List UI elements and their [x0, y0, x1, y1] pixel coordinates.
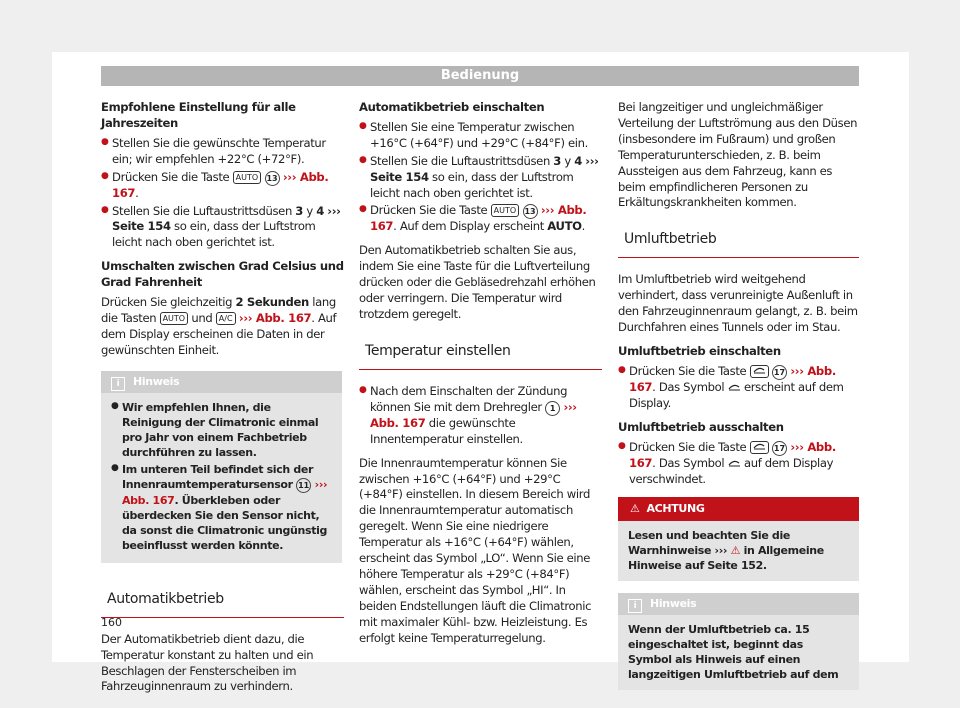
heading-einschalten: Automatikbetrieb einschalten: [359, 100, 545, 114]
recirculation-icon: [753, 366, 766, 375]
page-number: 160: [101, 616, 122, 629]
warning-box: ⚠ ACHTUNG Lesen und beachten Sie die Warnhinweise ››› ⚠ in Allgemeine Hinweise auf Seite 152.: [618, 497, 859, 581]
hint-body: Wenn der Umluftbetrieb ca. 15 eingeschaltet ist, beginnt das Symbol als Hinweis auf einen langzeitigen Umluftbetrieb auf dem: [628, 623, 839, 682]
list-item: ● Nach dem Einschalten der Zündung können Sie mit dem Drehregler 1 ››› Abb. 167 die gewünschte Innentemperatur einstellen.: [359, 384, 602, 448]
warning-title: ⚠ ACHTUNG: [618, 497, 859, 521]
column-2: [359, 100, 602, 654]
auto-key: AUTO: [233, 171, 262, 184]
list-item: ● Stellen Sie die Luftaustrittsdüsen 3 y 4 ››› Seite 154 so ein, dass der Luftstrom leicht nach oben gerichtet ist.: [101, 204, 344, 252]
list-item: ● Stellen Sie eine Temperatur zwischen +16°C (+64°F) und +29°C (+84°F) ein.: [359, 120, 602, 152]
auto-key: AUTO: [491, 204, 520, 217]
hint-title: i Hinweis: [618, 593, 859, 615]
figure-link[interactable]: ››› Abb. 167: [238, 310, 312, 325]
column-1: [101, 100, 344, 703]
paragraph: Drücken Sie gleichzeitig 2 Sekunden lang die Tasten AUTO und A/C ››› Abb. 167. Auf dem Display erscheinen die Daten in der gewünschten Einheit.: [101, 295, 337, 357]
recirculation-key: [750, 441, 769, 454]
paragraph: Den Automatikbetrieb schalten Sie aus, indem Sie eine Taste für die Luftverteilung drücken oder die Gebläsedrehzahl erhöhen oder verringern. Die Temperatur wird trotzdem geregelt.: [359, 243, 596, 321]
list-item: ● Wir empfehlen Ihnen, die Reinigung der Climatronic einmal pro Jahr von einem Fachbetrieb durchführen zu lassen.: [111, 400, 332, 460]
heading-umluftbetrieb: Umluftbetrieb: [618, 229, 859, 258]
page-link[interactable]: ››› Seite 154: [370, 153, 599, 184]
list-item: ● Drücken Sie die Taste AUTO 13 ››› Abb. 167.: [101, 170, 344, 202]
info-icon: i: [111, 377, 125, 391]
recirculation-icon: [728, 383, 741, 392]
figure-link[interactable]: ››› Abb. 167: [112, 169, 329, 200]
list-item: ● Stellen Sie die Luftaustrittsdüsen 3 y 4 ››› Seite 154 so ein, dass der Luftstrom leicht nach oben gerichtet ist.: [359, 154, 602, 202]
info-icon: i: [628, 599, 642, 613]
list-item: ● Stellen Sie die gewünschte Temperatur ein; wir empfehlen +22°C (+72°F).: [101, 136, 344, 168]
heading-umluft-aus: Umluftbetrieb ausschalten: [618, 419, 784, 434]
warning-icon: ⚠: [730, 544, 741, 558]
hint-box: [101, 371, 342, 563]
figure-link[interactable]: ››› Abb. 167: [122, 477, 328, 507]
heading-umluft-ein: Umluftbetrieb einschalten: [618, 343, 781, 358]
figure-link[interactable]: ››› Abb. 167: [629, 439, 836, 470]
list-item: ● Drücken Sie die Taste 17 ››› Abb. 167. Das Symbol auf dem Display verschwindet.: [618, 440, 859, 488]
paragraph: Die Innenraumtemperatur können Sie zwischen +16°C (+64°F) und +29°C (+84°F) einstellen. In diesem Bereich wird die Innenraumtemperatur automatisch geregelt. Wenn Sie eine niedrigere Temperatur als +16°C (+64°F) wählen, erscheint das Symbol „LO“. Wenn Sie eine höhere Temperatur als +29°C (+84°F) wählen, erscheint das Symbol „HI“. In beiden Endstellungen läuft die Climatronic mit maximaler Kühl- bzw. Heizleistung. Es erfolgt keine Temperaturregelung.: [359, 455, 592, 645]
list-item: ● Drücken Sie die Taste 17 ››› Abb. 167. Das Symbol erscheint auf dem Display.: [618, 364, 859, 412]
list-item: ● Im unteren Teil befindet sich der Innenraumtemperatursensor 11 ››› Abb. 167. Überkleben oder überdecken Sie den Sensor nicht, da sonst die Climatronic ungünstig beeinflusst werden könnte.: [111, 462, 332, 553]
column-3: [618, 100, 859, 690]
figure-link[interactable]: ››› Abb. 167: [370, 203, 587, 234]
hint-title: i Hinweis: [101, 371, 342, 393]
list-item: ● Drücken Sie die Taste AUTO 13 ››› Abb. 167. Auf dem Display erscheint AUTO.: [359, 203, 602, 235]
figure-link[interactable]: ››› Abb. 167: [370, 399, 577, 430]
warning-icon: ⚠: [630, 502, 640, 516]
recirculation-key: [750, 365, 769, 378]
recirculation-icon: [728, 459, 741, 468]
ac-key: A/C: [216, 312, 236, 325]
paragraph: Bei langzeitiger und ungleichmäßiger Verteilung der Luftströmung aus den Düsen (insbesondere im Fußraum) und großen Temperaturunterschieden, z. B. beim Aussteigen aus dem Fahrzeug, kann es beim empfindlicheren Personen zu Erkältungskrankheiten kommen.: [618, 100, 858, 210]
section-header: Bedienung: [101, 66, 859, 86]
heading-empfohlene: Empfohlene Einstellung für alle Jahreszeiten: [101, 100, 296, 130]
paragraph: Der Automatikbetrieb dient dazu, die Temperatur konstant zu halten und ein Beschlagen der Fensterscheiben im Fahrzeuginnenraum zu verhindern.: [101, 631, 314, 694]
callout-number: 13: [265, 171, 280, 186]
auto-key: AUTO: [160, 312, 189, 325]
heading-automatikbetrieb: Automatikbetrieb: [101, 589, 344, 618]
heading-umschalten: Umschalten zwischen Grad Celsius und Grad Fahrenheit: [101, 259, 344, 290]
hint-box: [618, 593, 859, 690]
recirculation-icon: [753, 442, 766, 451]
figure-link[interactable]: ››› Abb. 167: [629, 363, 836, 394]
paragraph: Im Umluftbetrieb wird weitgehend verhindert, dass verunreinigte Außenluft in den Fahrzeuginnenraum gelangt, z. B. beim Durchfahren eines Tunnels oder im Stau.: [618, 272, 858, 335]
page-link[interactable]: ››› Seite 154: [112, 203, 341, 234]
heading-temperatur: Temperatur einstellen: [359, 341, 602, 370]
